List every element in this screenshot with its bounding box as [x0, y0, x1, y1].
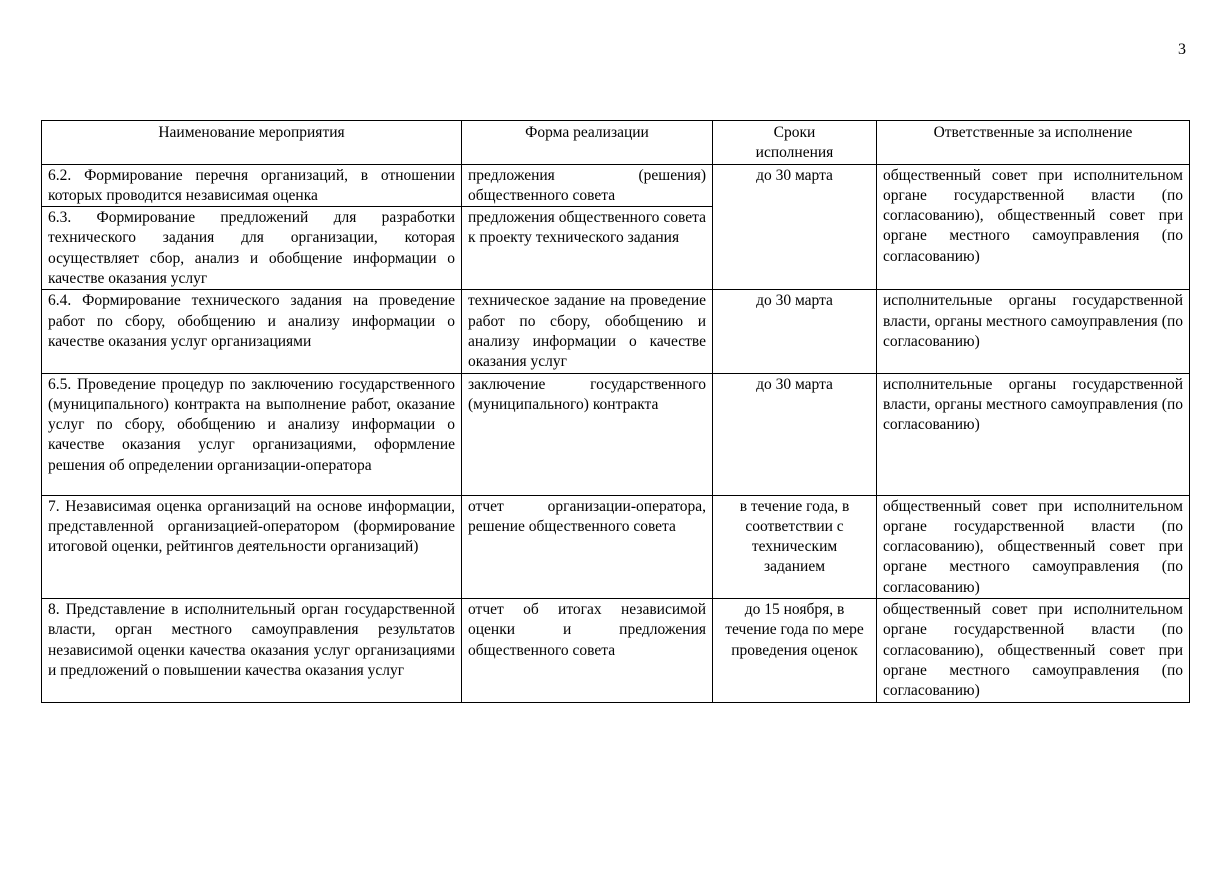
- implementation-form-cell: заключение государственного (муниципального) контракта: [462, 373, 713, 495]
- responsible-cell: исполнительные органы государственной власти, органы местного самоуправления (по согласованию): [877, 290, 1190, 373]
- deadline-cell: до 30 марта: [713, 290, 877, 373]
- header-activity-name: Наименование мероприятия: [42, 121, 462, 165]
- implementation-form-cell: отчет об итогах независимой оценки и предложения общественного совета: [462, 599, 713, 702]
- table-row: [42, 373, 1190, 495]
- table-row: [42, 495, 1190, 598]
- page-number: 3: [1178, 41, 1186, 58]
- activity-name-cell: 6.3. Формирование предложений для разработки технического задания для организации, которая осуществляет сбор, анализ и обобщение информации о качестве оказания услуг: [42, 207, 462, 290]
- table-header-row: [42, 121, 1190, 165]
- header-deadlines: Сроки исполнения: [713, 121, 877, 165]
- header-responsible: Ответственные за исполнение: [877, 121, 1190, 165]
- activity-name-cell: 8. Представление в исполнительный орган государственной власти, орган местного самоуправления результатов независимой оценки качества оказания услуг организациями и предложений о повышении качества оказания услуг: [42, 599, 462, 702]
- implementation-form-cell: техническое задание на проведение работ по сбору, обобщению и анализу информации о качестве оказания услуг: [462, 290, 713, 373]
- implementation-form-cell: предложения общественного совета к проекту технического задания: [462, 207, 713, 290]
- activity-plan-table: [41, 120, 1190, 703]
- responsible-cell: исполнительные органы государственной власти, органы местного самоуправления (по согласованию): [877, 373, 1190, 495]
- deadline-cell: в течение года, в соответствии с техническим заданием: [713, 495, 877, 598]
- activity-name-cell: 7. Независимая оценка организаций на основе информации, представленной организацией-оператором (формирование итоговой оценки, рейтингов деятельности организаций): [42, 495, 462, 598]
- table-row: [42, 290, 1190, 373]
- responsible-cell: общественный совет при исполнительном органе государственной власти (по согласованию), общественный совет при органе местного самоуправления (по согласованию): [877, 599, 1190, 702]
- implementation-form-cell: предложения (решения) общественного совета: [462, 164, 713, 207]
- activity-name-cell: 6.2. Формирование перечня организаций, в отношении которых проводится независимая оценка: [42, 164, 462, 207]
- table-row: [42, 599, 1190, 702]
- activity-name-cell: 6.4. Формирование технического задания на проведение работ по сбору, обобщению и анализу информации о качестве оказания услуг организациями: [42, 290, 462, 373]
- responsible-cell: общественный совет при исполнительном органе государственной власти (по согласованию), общественный совет при органе местного самоуправления (по согласованию): [877, 164, 1190, 290]
- deadline-cell: до 15 ноября, в течение года по мере проведения оценок: [713, 599, 877, 702]
- activity-name-cell: 6.5. Проведение процедур по заключению государственного (муниципального) контракта на выполнение работ, оказание услуг по сбору, обобщению и анализу информации о качестве оказания услуг организациями, оформление решения об определении организации-оператора: [42, 373, 462, 495]
- header-implementation-form: Форма реализации: [462, 121, 713, 165]
- deadline-cell: до 30 марта: [713, 373, 877, 495]
- responsible-cell: общественный совет при исполнительном органе государственной власти (по согласованию), общественный совет при органе местного самоуправления (по согласованию): [877, 495, 1190, 598]
- table-row: [42, 164, 1190, 207]
- implementation-form-cell: отчет организации-оператора, решение общественного совета: [462, 495, 713, 598]
- deadline-cell: до 30 марта: [713, 164, 877, 290]
